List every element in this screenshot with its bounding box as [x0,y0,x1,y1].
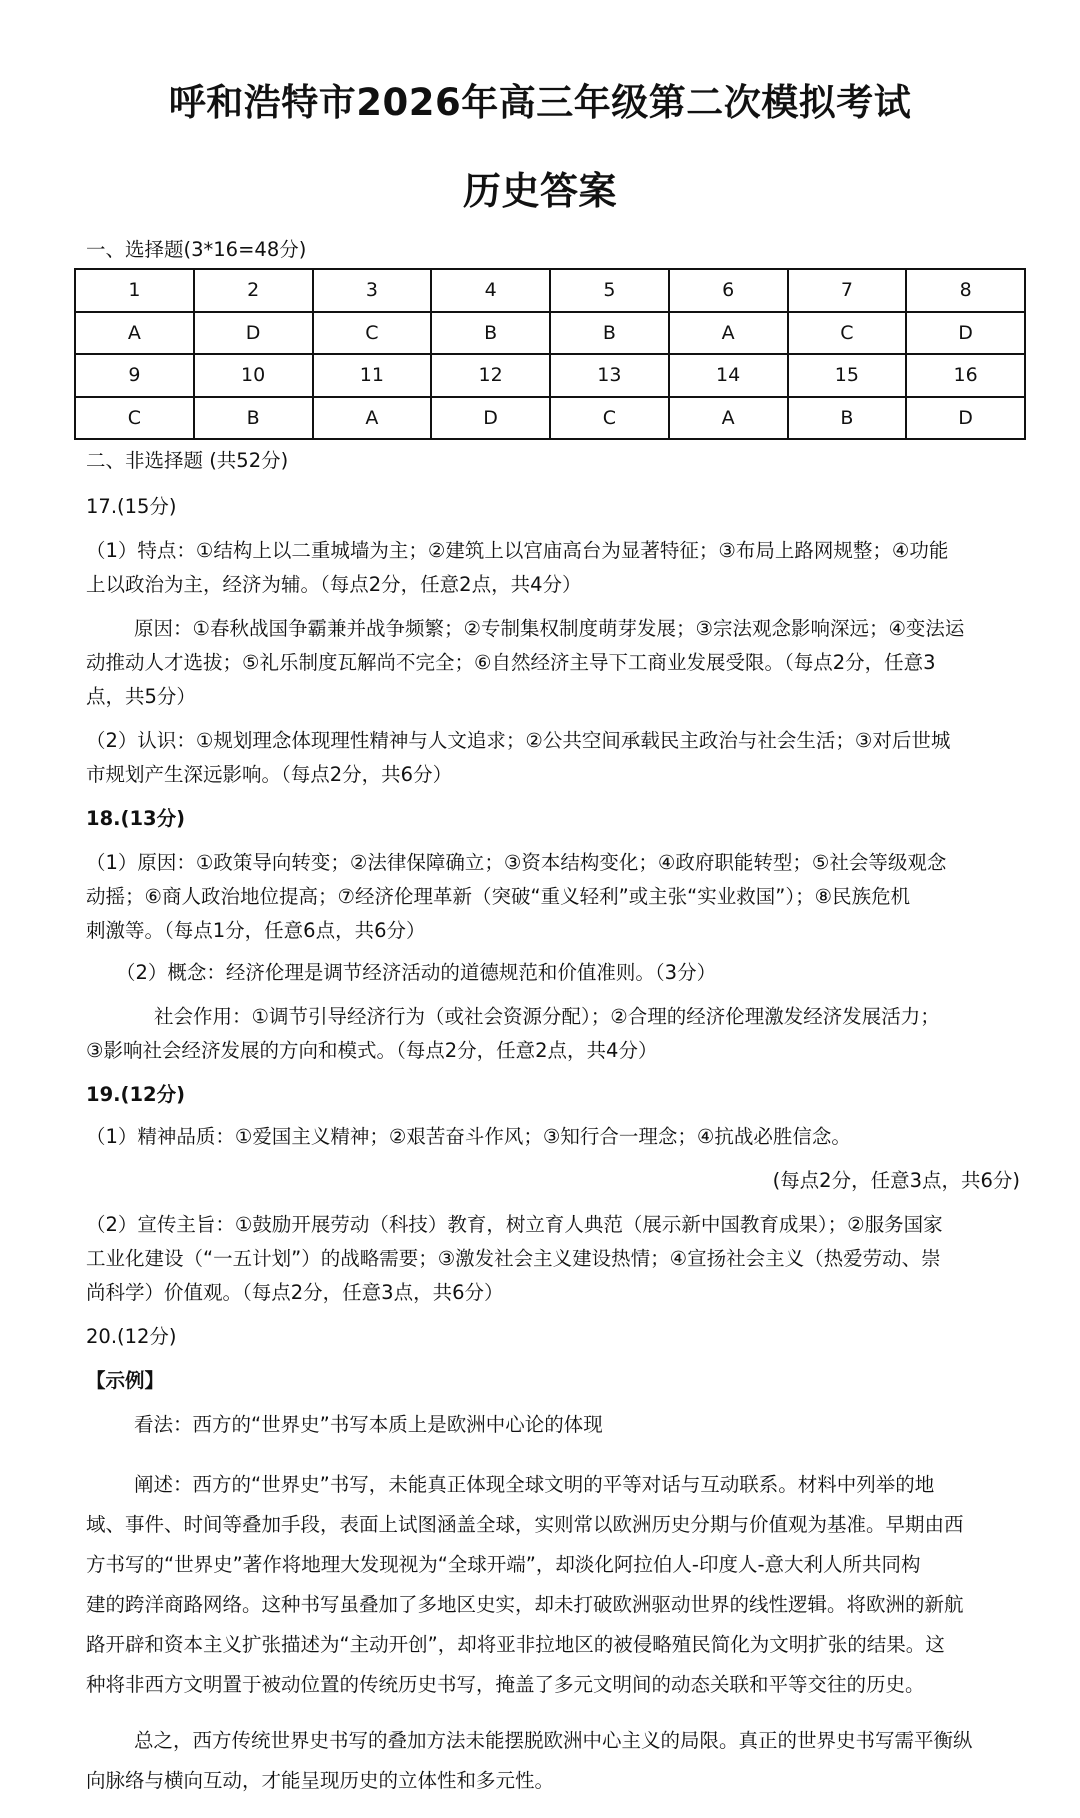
question-number-cell: 3 [313,269,432,312]
q20-elaboration-line2: 域、事件、时间等叠加手段，表面上试图涵盖全球，实则常以欧洲历史分期与价值观为基准。早期由西 [86,1513,964,1536]
section1-heading: 一、选择题(3*16=48分) [86,238,307,261]
q18-social-role-line1: 社会作用：①调节引导经济行为（或社会资源分配）；②合理的经济伦理激发经济发展活力； [154,1005,940,1028]
q20-elaboration-line1: 阐述：西方的“世界史”书写，未能真正体现全球文明的平等对话与互动联系。材料中列举的地 [134,1473,935,1496]
answer-cell: D [194,312,313,355]
q19-part1-score: (每点2分，任意3点，共6分) [772,1169,1020,1192]
q19-part2-line3: 尚科学）价值观。（每点2分，任意3点，共6分） [86,1281,504,1304]
q20-elaboration-line4: 建的跨洋商路网络。这种书写虽叠加了多地区史实，却未打破欧洲驱动世界的线性逻辑。将欧洲的新航 [86,1593,964,1616]
q17-title: 17.(15分) [86,495,177,518]
q18-social-role-line2: ③影响社会经济发展的方向和模式。（每点2分，任意2点，共4分） [86,1039,658,1062]
q17-reason-line3: 点，共5分） [86,685,196,708]
answer-cell: D [906,397,1025,440]
question-number-cell: 9 [75,354,194,397]
q17-reason-line1: 原因：①春秋战国争霸兼并战争频繁；②专制集权制度萌芽发展；③宗法观念影响深远；④变法运 [134,617,965,640]
answer-row [75,312,1025,355]
question-number-cell: 14 [669,354,788,397]
answer-cell: B [788,397,907,440]
question-number-cell: 6 [669,269,788,312]
question-number-cell: 5 [550,269,669,312]
q19-part2-line2: 工业化建设（“一五计划”）的战略需要；③激发社会主义建设热情；④宣扬社会主义（热爱劳动、崇 [86,1247,941,1270]
answer-cell: B [550,312,669,355]
question-number-cell: 10 [194,354,313,397]
question-number-cell: 7 [788,269,907,312]
q20-elaboration-line6: 种将非西方文明置于被动位置的传统历史书写，掩盖了多元文明间的动态关联和平等交往的历史。 [86,1673,925,1696]
multiple-choice-answer-table [74,268,1026,440]
question-number-cell: 2 [194,269,313,312]
q20-conclusion-line1: 总之，西方传统世界史书写的叠加方法未能摆脱欧洲中心主义的局限。真正的世界史书写需平衡纵 [134,1729,973,1752]
q20-elaboration-line5: 路开辟和资本主义扩张描述为“主动开创”，却将亚非拉地区的被侵略殖民简化为文明扩张的结果。这 [86,1633,945,1656]
q19-part2-line1: （2）宣传主旨：①鼓励开展劳动（科技）教育，树立育人典范（展示新中国教育成果）；②服务国家 [86,1213,943,1236]
q18-part1-line2: 动摇；⑥商人政治地位提高；⑦经济伦理革新（突破“重义轻利”或主张“实业救国”）；⑧民族危机 [86,885,911,908]
question-number-row [75,269,1025,312]
exam-title: 呼和浩特市2026年高三年级第二次模拟考试 [168,81,912,124]
answer-cell: A [669,312,788,355]
q19-title: 19.(12分) [86,1083,186,1106]
answer-cell: B [194,397,313,440]
answer-cell: A [669,397,788,440]
answer-cell: C [313,312,432,355]
answer-cell: D [431,397,550,440]
question-number-cell: 11 [313,354,432,397]
q18-part1-line1: （1）原因：①政策导向转变；②法律保障确立；③资本结构变化；④政府职能转型；⑤社会等级观念 [86,851,947,874]
answer-cell: D [906,312,1025,355]
q17-reason-line2: 动推动人才选拔；⑤礼乐制度瓦解尚不完全；⑥自然经济主导下工商业发展受限。（每点2分，任意3 [86,651,936,674]
answer-cell: C [788,312,907,355]
q20-title: 20.(12分) [86,1325,177,1348]
answer-row [75,397,1025,440]
question-number-cell: 8 [906,269,1025,312]
q17-part2-line1: （2）认识：①规划理念体现理性精神与人文追求；②公共空间承载民主政治与社会生活；③对后世城 [86,729,951,752]
q17-part1-line2: 上以政治为主，经济为辅。（每点2分，任意2点，共4分） [86,573,582,596]
q18-title: 18.(13分) [86,807,186,830]
answer-cell: C [550,397,669,440]
question-number-cell: 15 [788,354,907,397]
q20-elaboration-line3: 方书写的“世界史”著作将地理大发现视为“全球开端”，却淡化阿拉伯人-印度人-意大利人所共同构 [86,1553,921,1576]
answer-cell: C [75,397,194,440]
question-number-row [75,354,1025,397]
q20-view: 看法：西方的“世界史”书写本质上是欧洲中心论的体现 [134,1413,603,1436]
q19-part1: （1）精神品质：①爱国主义精神；②艰苦奋斗作风；③知行合一理念；④抗战必胜信念。 [86,1125,851,1148]
answer-cell: A [313,397,432,440]
q18-part1-line3: 刺激等。（每点1分，任意6点，共6分） [86,919,426,942]
question-number-cell: 16 [906,354,1025,397]
answer-cell: A [75,312,194,355]
exam-subtitle: 历史答案 [462,169,617,213]
question-number-cell: 1 [75,269,194,312]
section2-heading: 二、非选择题 (共52分) [86,449,289,472]
q18-concept: （2）概念：经济伦理是调节经济活动的道德规范和价值准则。（3分） [116,961,717,984]
q17-part1-line1: （1）特点：①结构上以二重城墙为主；②建筑上以宫庙高台为显著特征；③布局上路网规整；④功能 [86,539,949,562]
question-number-cell: 4 [431,269,550,312]
answer-cell: B [431,312,550,355]
q17-part2-line2: 市规划产生深远影响。（每点2分，共6分） [86,763,453,786]
q20-conclusion-line2: 向脉络与横向互动，才能呈现历史的立体性和多元性。 [86,1769,555,1792]
q20-example-label: 【示例】 [86,1369,165,1392]
question-number-cell: 12 [431,354,550,397]
question-number-cell: 13 [550,354,669,397]
